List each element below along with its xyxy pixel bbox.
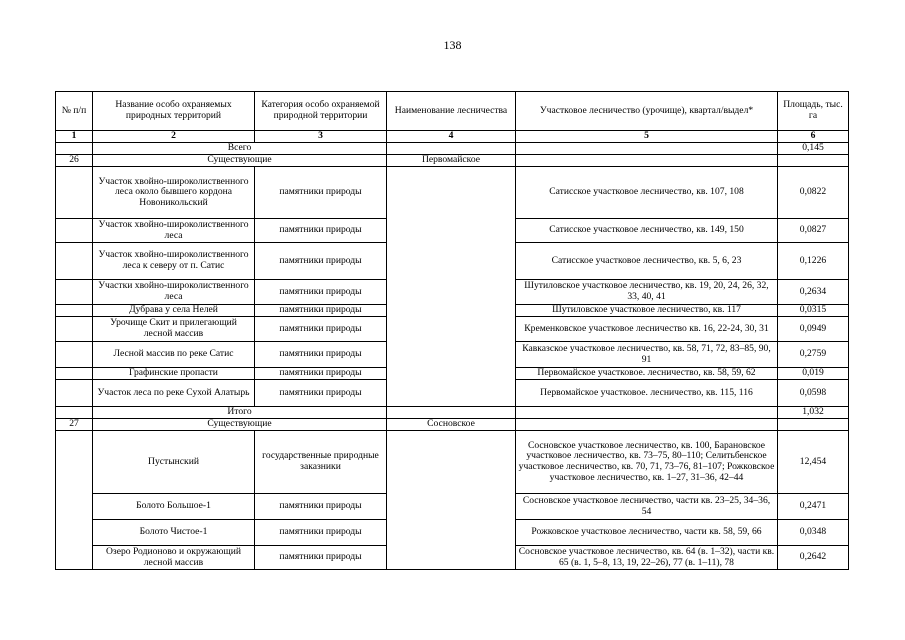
subtotal-label: Итого — [93, 407, 387, 419]
area-size: 0,0949 — [778, 317, 849, 342]
group-header-row — [56, 419, 849, 431]
area-name: Дубрава у села Нелей — [93, 305, 255, 317]
subtotal-area: 1,032 — [778, 407, 849, 419]
area-location: Рожковское участковое лесничество, части кв. 58, 59, 66 — [516, 520, 778, 546]
forestry-cell — [387, 167, 516, 407]
group-number-cell — [56, 431, 93, 570]
column-number: 3 — [255, 131, 387, 143]
total-label: Всего — [93, 143, 387, 155]
column-number: 4 — [387, 131, 516, 143]
group-status: Существующие — [93, 419, 387, 431]
header-row — [56, 92, 849, 131]
area-size: 0,2759 — [778, 342, 849, 368]
area-category: памятники природы — [255, 520, 387, 546]
header-area: Площадь, тыс. га — [778, 92, 849, 131]
group-number: 26 — [56, 155, 93, 167]
area-location: Сатисское участковое лесничество, кв. 149, 150 — [516, 219, 778, 243]
area-location: Сосновское участковое лесничество, кв. 100, Барановское участковое лесничество, кв. 73–75, 80–110; Селитьбенское участковое лесничество, кв. 70, 71, 73–76, 81–107; Рожковское участковое лесничество, кв. 1–27, 31–36, 42–44 — [516, 431, 778, 494]
area-name: Участок леса по реке Сухой Алатырь — [93, 380, 255, 407]
area-category: памятники природы — [255, 280, 387, 305]
area-location: Шутиловское участковое лесничество, кв. 19, 20, 24, 26, 32, 33, 40, 41 — [516, 280, 778, 305]
area-size: 0,2642 — [778, 546, 849, 570]
area-category: памятники природы — [255, 494, 387, 520]
header-name: Название особо охраняемых природных территорий — [93, 92, 255, 131]
area-name: Пустынский — [93, 431, 255, 494]
area-category: памятники природы — [255, 342, 387, 368]
area-category: памятники природы — [255, 546, 387, 570]
area-location: Сосновское участковое лесничество, кв. 64 (в. 1–32), части кв. 65 (в. 1, 5–8, 13, 19, 22–26), 77 (в. 1–11), 78 — [516, 546, 778, 570]
area-location: Первомайское участковое. лесничество, кв. 115, 116 — [516, 380, 778, 407]
group-header-row — [56, 155, 849, 167]
area-category: памятники природы — [255, 167, 387, 219]
area-category: памятники природы — [255, 305, 387, 317]
area-size: 0,2634 — [778, 280, 849, 305]
area-location: Шутиловское участковое лесничество, кв. 117 — [516, 305, 778, 317]
table-row — [56, 167, 849, 219]
area-name: Озеро Родионово и окружающий лесной массив — [93, 546, 255, 570]
area-location: Первомайское участковое. лесничество, кв. 58, 59, 62 — [516, 368, 778, 380]
page-number: 138 — [443, 38, 462, 52]
area-size: 0,0822 — [778, 167, 849, 219]
area-location: Сатисское участковое лесничество, кв. 5, 6, 23 — [516, 243, 778, 280]
header-number: № п/п — [56, 92, 93, 131]
area-size: 0,0598 — [778, 380, 849, 407]
group-number: 27 — [56, 419, 93, 431]
area-location: Кавказское участковое лесничество, кв. 58, 71, 72, 83–85, 90, 91 — [516, 342, 778, 368]
column-number: 2 — [93, 131, 255, 143]
header-location: Участковое лесничество (урочище), квартал/выдел* — [516, 92, 778, 131]
area-category: памятники природы — [255, 368, 387, 380]
area-size: 0,019 — [778, 368, 849, 380]
area-name: Урочище Скит и прилегающий лесной массив — [93, 317, 255, 342]
column-number-row — [56, 131, 849, 143]
area-category: памятники природы — [255, 219, 387, 243]
group-status: Существующие — [93, 155, 387, 167]
column-number: 6 — [778, 131, 849, 143]
area-location: Сатисское участковое лесничество, кв. 107, 108 — [516, 167, 778, 219]
area-name: Участок хвойно-широколиственного леса — [93, 219, 255, 243]
area-category: памятники природы — [255, 317, 387, 342]
area-location: Кременковское участковое лесничество кв. 16, 22-24, 30, 31 — [516, 317, 778, 342]
area-size: 0,0348 — [778, 520, 849, 546]
total-area: 0,145 — [778, 143, 849, 155]
forestry-cell — [387, 431, 516, 570]
group-forestry: Сосновское — [387, 419, 516, 431]
area-name: Участки хвойно-широколиственного леса — [93, 280, 255, 305]
area-size: 0,0827 — [778, 219, 849, 243]
area-name: Участок хвойно-широколиственного леса около бывшего кордона Новоникольский — [93, 167, 255, 219]
area-size: 12,454 — [778, 431, 849, 494]
column-number: 5 — [516, 131, 778, 143]
area-size: 0,0315 — [778, 305, 849, 317]
header-category: Категория особо охраняемой природной территории — [255, 92, 387, 131]
area-category: памятники природы — [255, 243, 387, 280]
area-category: государственные природные заказники — [255, 431, 387, 494]
header-forestry: Наименование лесничества — [387, 92, 516, 131]
area-location: Сосновское участковое лесничество, части кв. 23–25, 34–36, 54 — [516, 494, 778, 520]
area-size: 0,2471 — [778, 494, 849, 520]
area-name: Болото Большое-1 — [93, 494, 255, 520]
table-row — [56, 431, 849, 494]
area-name: Участок хвойно-широколиственного леса к северу от п. Сатис — [93, 243, 255, 280]
area-name: Графинские пропасти — [93, 368, 255, 380]
column-number: 1 — [56, 131, 93, 143]
area-size: 0,1226 — [778, 243, 849, 280]
total-row — [56, 143, 849, 155]
subtotal-row — [56, 407, 849, 419]
area-name: Болото Чистое-1 — [93, 520, 255, 546]
protected-areas-table — [55, 91, 849, 570]
area-name: Лесной массив по реке Сатис — [93, 342, 255, 368]
area-category: памятники природы — [255, 380, 387, 407]
group-forestry: Первомайское — [387, 155, 516, 167]
